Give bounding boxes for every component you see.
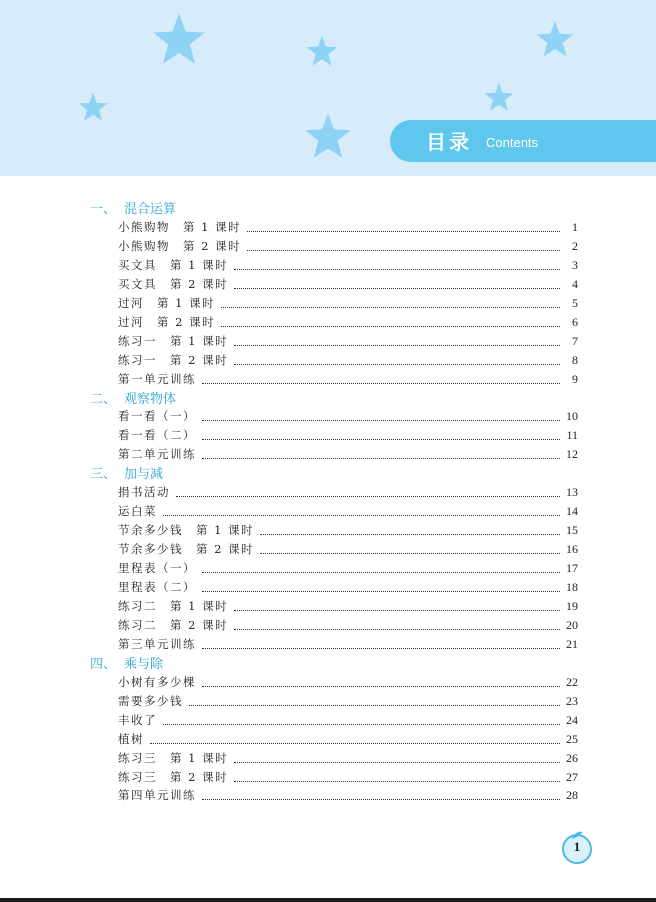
toc-entry-page: 15	[566, 523, 578, 538]
toc-entry-page: 7	[572, 333, 578, 348]
toc-entry-title: 第一单元训练	[118, 371, 196, 386]
toc-entry[interactable]	[118, 748, 578, 766]
dot-leader	[202, 438, 560, 440]
dot-leader	[234, 628, 560, 630]
dot-leader	[202, 419, 560, 421]
toc-entry-page: 20	[566, 617, 578, 632]
toc-entry[interactable]	[118, 255, 578, 273]
section-title: 混合运算	[124, 202, 177, 217]
toc-entry[interactable]	[118, 729, 578, 747]
section-title: 观察物体	[124, 391, 177, 407]
star-icon	[484, 82, 514, 112]
toc-entry-title: 里程表（一）	[118, 561, 196, 576]
dot-leader	[247, 249, 560, 251]
toc-entry-title: 第三单元训练	[118, 636, 196, 651]
dot-leader	[202, 382, 560, 384]
section-number: 一、	[90, 202, 117, 217]
page-title: 目录	[426, 130, 472, 154]
dot-leader	[202, 798, 560, 800]
toc-entry-title: 节余多少钱 第 1 课时	[118, 523, 255, 538]
dot-leader	[234, 761, 560, 763]
toc-entry-title: 练习三 第 2 课时	[118, 769, 229, 784]
dot-leader	[260, 533, 560, 535]
section-number: 四、	[90, 656, 117, 672]
dot-leader	[176, 495, 560, 497]
dot-leader	[202, 590, 560, 592]
toc-entry[interactable]	[118, 615, 578, 633]
toc-entry-page: 1	[572, 219, 578, 234]
dot-leader	[260, 552, 560, 554]
dot-leader	[221, 325, 560, 327]
toc-entry[interactable]	[118, 217, 578, 235]
dot-leader	[234, 287, 560, 289]
toc-entry-page: 27	[566, 769, 578, 784]
toc-entry[interactable]	[118, 691, 578, 709]
toc-entry[interactable]	[118, 274, 578, 292]
toc-entry-title: 需要多少钱	[118, 693, 183, 708]
toc-entry-title: 捐书活动	[118, 485, 170, 500]
toc-entry-page: 22	[566, 674, 578, 689]
star-icon	[78, 92, 108, 122]
toc-entry-title: 小熊购物 第 1 课时	[118, 219, 242, 234]
section-title: 乘与除	[124, 656, 164, 672]
toc-entry-title: 看一看（一）	[118, 409, 196, 424]
toc-entry-page: 26	[566, 750, 578, 765]
page-number-badge	[562, 830, 594, 862]
toc-entry-page: 11	[566, 428, 578, 443]
toc-entry-title: 买文具 第 2 课时	[118, 276, 229, 291]
toc-entry[interactable]	[118, 369, 578, 387]
toc-entry-title: 练习二 第 1 课时	[118, 598, 229, 613]
toc-entry-page: 4	[572, 276, 578, 291]
toc-entry[interactable]	[118, 539, 578, 557]
toc-entry[interactable]	[118, 331, 578, 349]
star-icon	[152, 12, 206, 66]
toc-entry-title: 小熊购物 第 2 课时	[118, 238, 242, 253]
toc-entry-page: 13	[566, 485, 578, 500]
toc-entry-page: 2	[572, 238, 578, 253]
toc-entry[interactable]	[118, 312, 578, 330]
toc-entry[interactable]	[118, 425, 578, 443]
toc-entry-page: 14	[566, 504, 578, 519]
bottom-rule	[0, 898, 656, 902]
toc-entry-title: 练习三 第 1 课时	[118, 750, 229, 765]
dot-leader	[163, 723, 560, 725]
toc-entry[interactable]	[118, 577, 578, 595]
title-pill	[390, 120, 656, 162]
page-number: 1	[573, 839, 581, 854]
dot-leader	[202, 685, 560, 687]
toc-entry-page: 24	[566, 712, 578, 727]
toc-entry[interactable]	[118, 482, 578, 500]
toc-entry-page: 5	[572, 295, 578, 310]
toc-entry-title: 买文具 第 1 课时	[118, 257, 229, 272]
section-heading	[90, 198, 176, 216]
dot-leader	[234, 609, 560, 611]
dot-leader	[202, 571, 560, 573]
section-title: 加与减	[124, 467, 164, 483]
toc-entry[interactable]	[118, 672, 578, 690]
dot-leader	[247, 230, 560, 232]
dot-leader	[163, 514, 560, 516]
toc-entry[interactable]	[118, 767, 578, 785]
dot-leader	[234, 268, 560, 270]
toc-entry[interactable]	[118, 501, 578, 519]
section-number: 三、	[90, 467, 117, 483]
toc-entry-page: 25	[566, 731, 578, 746]
dot-leader	[234, 780, 560, 782]
toc-entry-page: 8	[572, 352, 578, 367]
section-heading	[90, 653, 163, 671]
toc-entry[interactable]	[118, 350, 578, 368]
toc-entry-title: 练习二 第 2 课时	[118, 617, 229, 632]
toc-entry-page: 18	[566, 580, 578, 594]
toc-entry-title: 丰收了	[118, 712, 157, 727]
star-icon	[306, 35, 338, 67]
toc-entry[interactable]	[118, 596, 578, 614]
toc-entry-page: 23	[566, 693, 578, 708]
dot-leader	[189, 704, 560, 706]
toc-entry-page: 28	[566, 788, 578, 803]
toc-entry[interactable]	[118, 558, 578, 576]
toc-entry-title: 第二单元训练	[118, 447, 196, 462]
toc-entry-page: 17	[566, 561, 578, 576]
toc-entry-page: 16	[566, 542, 578, 557]
toc-entry[interactable]	[118, 406, 578, 424]
section-number: 二、	[90, 391, 117, 407]
toc-entry-title: 第四单元训练	[118, 788, 196, 803]
toc-entry-page: 19	[566, 598, 578, 613]
dot-leader	[234, 363, 560, 365]
toc-entry-title: 节余多少钱 第 2 课时	[118, 542, 255, 557]
page-title-english: Contents	[486, 135, 539, 150]
toc-entry-title: 里程表（二）	[118, 580, 196, 594]
toc-entry-page: 21	[566, 636, 578, 651]
toc-entry[interactable]	[118, 236, 578, 254]
toc-entry-page: 9	[572, 371, 578, 386]
dot-leader	[202, 647, 560, 649]
toc-entry-title: 看一看（二）	[118, 428, 196, 443]
toc-entry[interactable]	[118, 520, 578, 538]
star-icon	[536, 20, 574, 58]
toc-entry-title: 练习一 第 2 课时	[118, 352, 229, 367]
dot-leader	[221, 306, 560, 308]
header-banner	[0, 0, 656, 176]
toc-entry-page: 6	[572, 314, 578, 329]
toc-entry-title: 植树	[118, 731, 144, 746]
section-heading	[90, 388, 176, 406]
toc-entry[interactable]	[118, 710, 578, 728]
toc-entry[interactable]	[118, 444, 578, 462]
toc-entry-title: 小树有多少棵	[118, 674, 196, 689]
toc-entry-page: 12	[566, 447, 578, 462]
toc-entry-title: 练习一 第 1 课时	[118, 333, 229, 348]
star-icon	[304, 112, 352, 160]
toc-entry-title: 过河 第 1 课时	[118, 295, 216, 310]
toc-entry[interactable]	[118, 293, 578, 311]
dot-leader	[202, 457, 560, 459]
dot-leader	[234, 344, 560, 346]
toc-entry-page: 3	[572, 257, 578, 272]
toc-entry-title: 过河 第 2 课时	[118, 314, 216, 329]
toc-entry-page: 10	[566, 409, 578, 424]
section-heading	[90, 463, 163, 481]
toc-entry[interactable]	[118, 785, 578, 803]
toc-entry-title: 运白菜	[118, 504, 157, 519]
toc-entry[interactable]	[118, 634, 578, 652]
dot-leader	[150, 742, 560, 744]
